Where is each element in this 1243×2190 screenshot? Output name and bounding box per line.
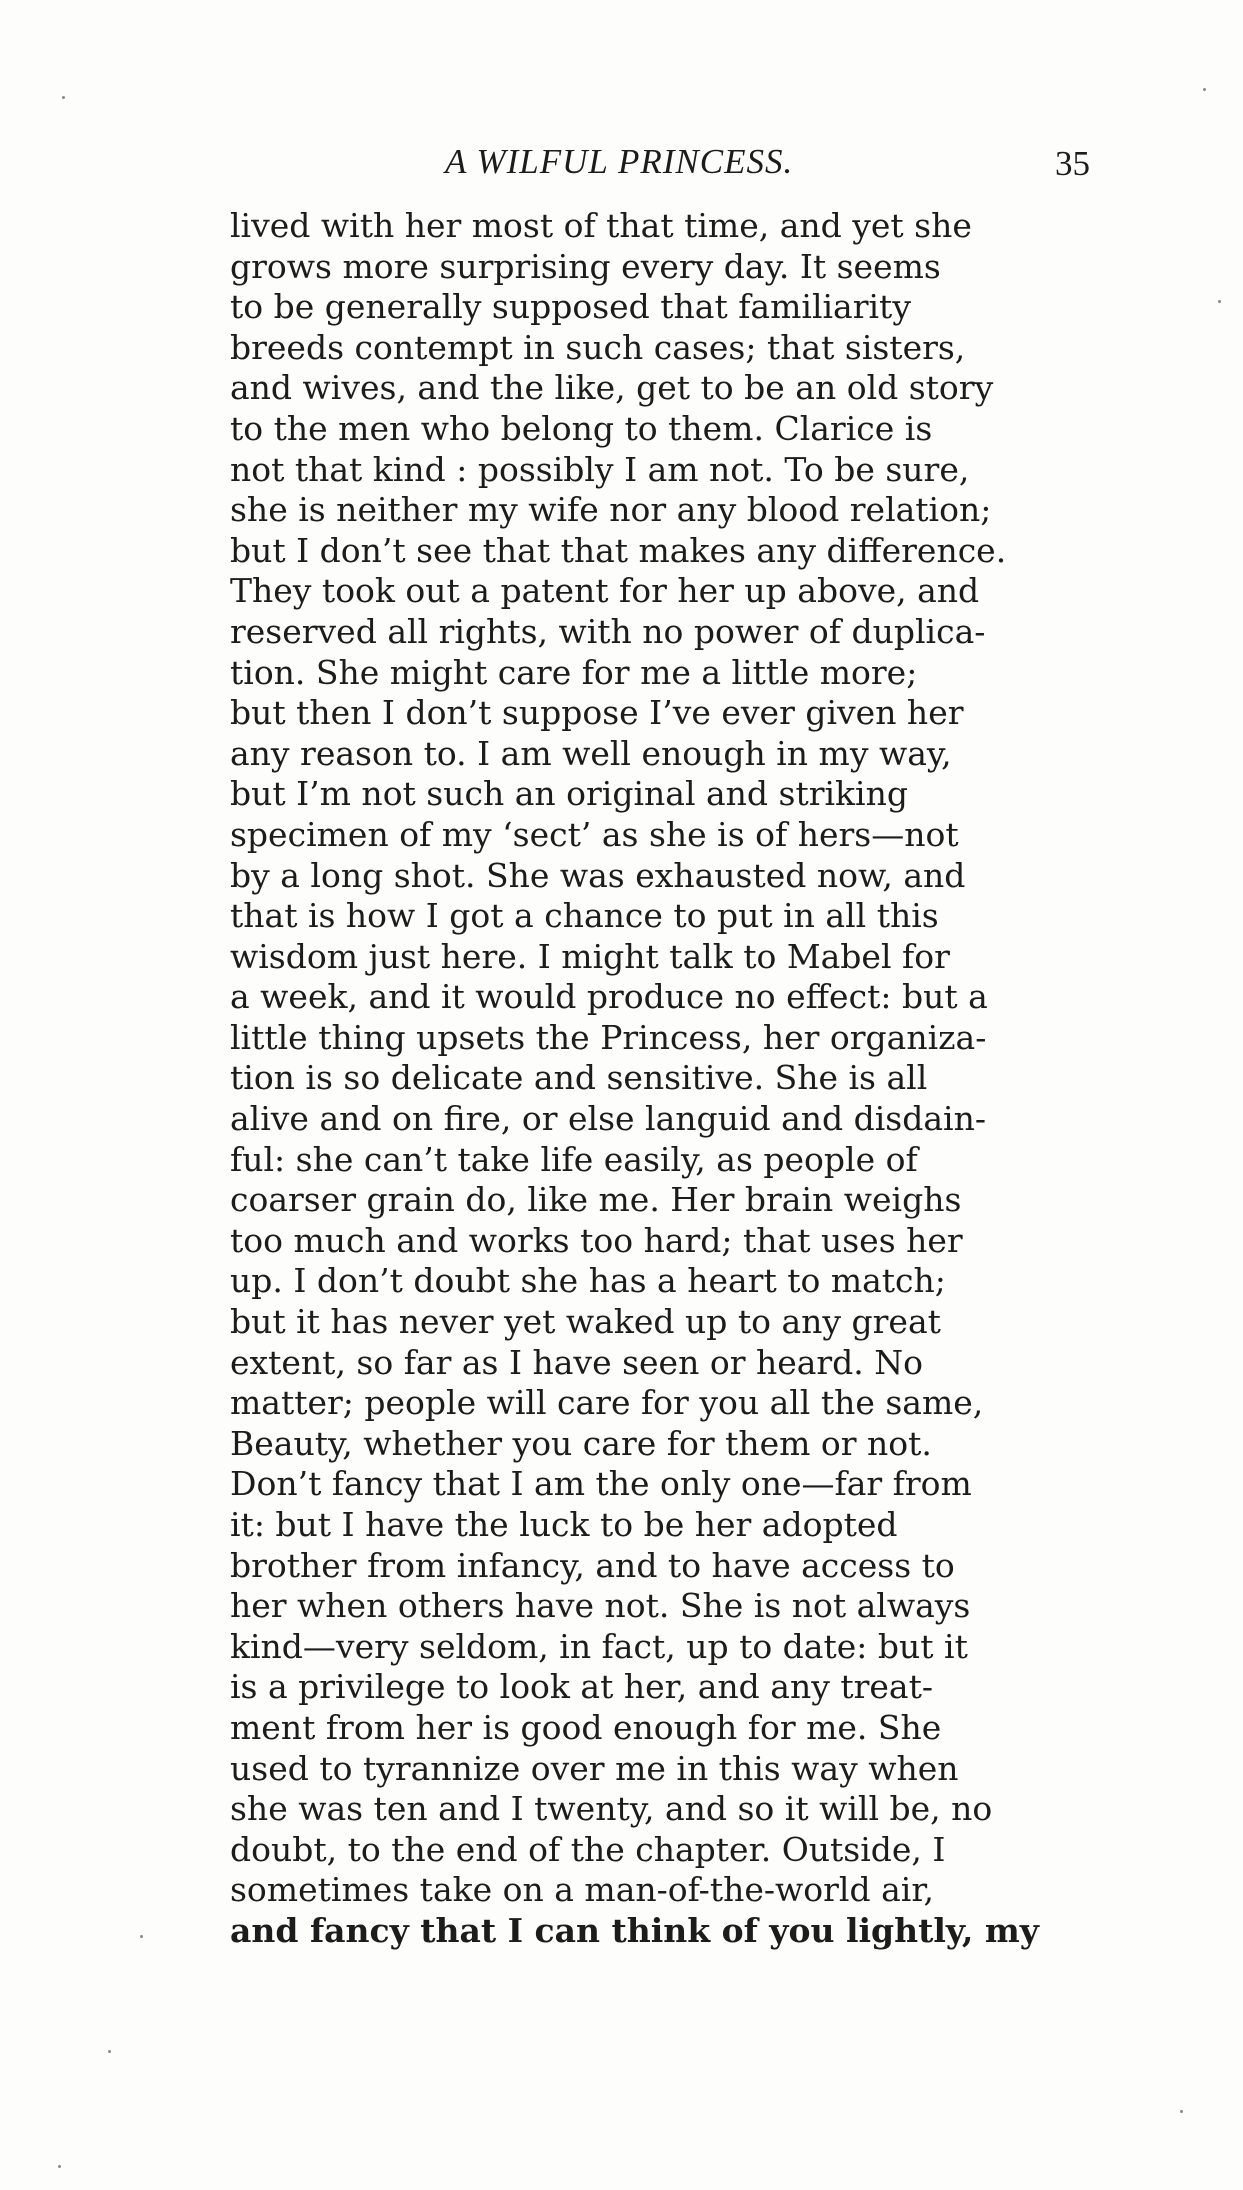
running-head bbox=[230, 142, 1090, 192]
text-line: it: but I have the luck to be her adopted bbox=[230, 1505, 898, 1544]
text-line: to be generally supposed that familiarity bbox=[230, 287, 911, 327]
text-line: a week, and it would produce no effect: but a bbox=[230, 977, 988, 1017]
text-line: too much and works too hard; that uses her bbox=[230, 1220, 963, 1260]
text-line: lived with her most of that time, and yet she bbox=[230, 206, 972, 245]
scan-speck bbox=[1203, 88, 1206, 91]
text-line: grows more surprising every day. It seems bbox=[230, 246, 941, 286]
text-line: They took out a patent for her up above, and bbox=[230, 571, 980, 611]
text-line: to the men who belong to them. Clarice is bbox=[230, 408, 933, 448]
text-line: but I don’t see that that makes any difference. bbox=[230, 530, 1007, 570]
text-line: doubt, to the end of the chapter. Outside, I bbox=[230, 1829, 946, 1869]
text-line: kind—very seldom, in fact, up to date: but it bbox=[230, 1626, 968, 1666]
scan-speck bbox=[1180, 2110, 1183, 2113]
scan-speck bbox=[108, 2050, 111, 2053]
text-line: tion. She might care for me a little more; bbox=[230, 652, 918, 692]
scan-speck bbox=[58, 2165, 61, 2168]
text-line: sometimes take on a man-of-the-world air, bbox=[230, 1870, 934, 1910]
text-line: specimen of my ‘sect’ as she is of hers—not bbox=[230, 814, 959, 854]
text-line: Don’t fancy that I am the only one—far from bbox=[230, 1464, 972, 1504]
text-line: ful: she can’t take life easily, as people of bbox=[230, 1139, 918, 1179]
text-line: extent, so far as I have seen or heard. No bbox=[230, 1342, 924, 1382]
text-line: ment from her is good enough for me. She bbox=[230, 1707, 942, 1747]
text-line: she was ten and I twenty, and so it will be, no bbox=[230, 1789, 993, 1829]
text-line: brother from infancy, and to have access to bbox=[230, 1545, 955, 1585]
text-line: up. I don’t doubt she has a heart to match; bbox=[230, 1261, 946, 1301]
text-line: any reason to. I am well enough in my way, bbox=[230, 733, 952, 773]
text-line: but I’m not such an original and striking bbox=[230, 774, 908, 814]
running-title: A WILFUL PRINCESS. bbox=[445, 142, 794, 181]
body-text bbox=[230, 206, 1090, 1952]
text-line: she is neither my wife nor any blood relation; bbox=[230, 490, 992, 530]
text-line: that is how I got a chance to put in all this bbox=[230, 896, 939, 936]
text-line: but then I don’t suppose I’ve ever given her bbox=[230, 693, 964, 733]
text-line: alive and on fire, or else languid and disdain- bbox=[230, 1099, 987, 1139]
text-line: wisdom just here. I might talk to Mabel for bbox=[230, 936, 950, 976]
text-line: matter; people will care for you all the same, bbox=[230, 1383, 984, 1423]
text-line: and fancy that I can think of you lightly, my bbox=[230, 1910, 1039, 1950]
text-line: her when others have not. She is not always bbox=[230, 1586, 971, 1626]
text-line: not that kind : possibly I am not. To be sure, bbox=[230, 449, 970, 489]
text-line: is a privilege to look at her, and any treat- bbox=[230, 1667, 934, 1707]
text-line: but it has never yet waked up to any great bbox=[230, 1302, 941, 1342]
text-line: reserved all rights, with no power of duplica- bbox=[230, 611, 986, 651]
scan-speck bbox=[140, 1935, 143, 1938]
page-number: 35 bbox=[1055, 144, 1090, 183]
text-line: tion is so delicate and sensitive. She is all bbox=[230, 1058, 928, 1098]
text-line: little thing upsets the Princess, her organiza- bbox=[230, 1017, 987, 1057]
text-line: coarser grain do, like me. Her brain weighs bbox=[230, 1180, 962, 1220]
scan-speck bbox=[62, 96, 65, 99]
scan-speck bbox=[1218, 300, 1221, 303]
text-line: used to tyrannize over me in this way when bbox=[230, 1748, 959, 1788]
text-line: Beauty, whether you care for them or not. bbox=[230, 1423, 932, 1463]
text-line: and wives, and the like, get to be an old story bbox=[230, 368, 994, 408]
text-line: by a long shot. She was exhausted now, and bbox=[230, 855, 966, 895]
text-line: breeds contempt in such cases; that sisters, bbox=[230, 327, 966, 367]
